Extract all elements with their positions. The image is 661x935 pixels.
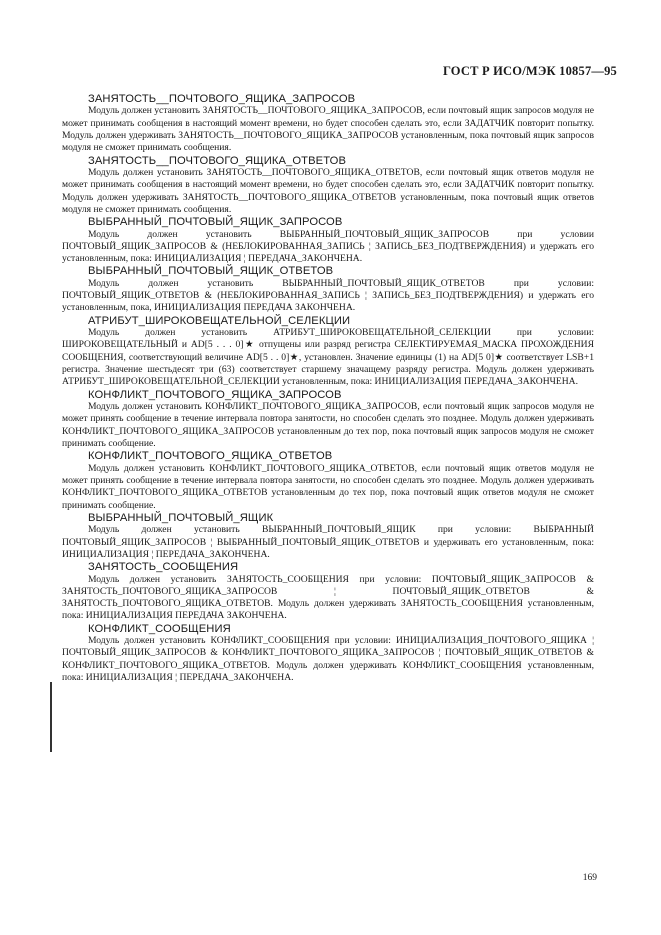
signal-term: ВЫБРАННЫЙ_ПОЧТОВЫЙ_ЯЩИК_ОТВЕТОВ [88,265,334,278]
definition-section [62,265,594,314]
signal-description: Модуль должен установить ВЫБРАННЫЙ_ПОЧТОВЫЙ_ЯЩИК при условии: ВЫБРАННЫЙ ПОЧТОВЫЙ_ЯЩИК_ЗАПРОСОВ ¦ ВЫБРАННЫЙ_ПОЧТОВЫЙ_ЯЩИК_ОТВЕТОВ и удерживать его установленным, пока: ИНИЦИАЛИЗАЦИЯ ¦ ПЕРЕДАЧА_ЗАКОНЧЕНА. [62,524,594,560]
signal-term: АТРИБУТ_ШИРОКОВЕЩАТЕЛЬНОЙ_СЕЛЕКЦИИ [88,314,351,327]
definition-section [62,93,594,155]
document-body [62,93,594,684]
signal-term: КОНФЛИКТ_ПОЧТОВОГО_ЯЩИКА_ОТВЕТОВ [88,450,333,463]
signal-term: КОНФЛИКТ_ПОЧТОВОГО_ЯЩИКА_ЗАПРОСОВ [88,388,342,401]
signal-description: Модуль должен установить КОНФЛИКТ_ПОЧТОВОГО_ЯЩИКА_ЗАПРОСОВ, если почтовый ящик запросов модуля не может принять сообщение в течение интервала повтора занятости, но способен сделать это позднее. Модуль должен удерживать КОНФЛИКТ_ПОЧТОВОГО_ЯЩИКА_ЗАПРОСОВ установленным до тех пор, пока почтовый ящик запросов модуля не сможет принимать сообщение. [62,401,594,449]
signal-term: ЗАНЯТОСТЬ_СООБЩЕНИЯ [88,561,239,574]
signal-description: Модуль должен установить КОНФЛИКТ_ПОЧТОВОГО_ЯЩИКА_ОТВЕТОВ, если почтовый ящик ответов модуля не может принять сообщение в течение интервала повтора занятости, но способен сделать это позднее. Модуль должен удерживать КОНФЛИКТ_ПОЧТОВОГО_ЯЩИКА_ОТВЕТОВ установленным до тех пор, пока почтовый ящик ответов модуля не сможет принимать сообщение. [62,462,594,511]
definition-section [62,623,594,685]
signal-description: Модуль должен установить ЗАНЯТОСТЬ_СООБЩЕНИЯ при условии: ПОЧТОВЫЙ_ЯЩИК_ЗАПРОСОВ & ЗАНЯТОСТЬ_ПОЧТОВОГО_ЯЩИКА_ЗАПРОСОВ ¦ ПОЧТОВЫЙ_ЯЩИК_ОТВЕТОВ & ЗАНЯТОСТЬ_ПОЧТОВОГО_ЯЩИКА_ОТВЕТОВ. Модуль должен удерживать ЗАНЯТОСТЬ_СООБЩЕНИЯ установленным, пока: ИНИЦИАЛИЗАЦИЯ ПЕРЕДАЧА ЗАКОНЧЕНА. [62,573,594,622]
revision-bar [50,682,52,752]
definition-section [62,561,594,623]
signal-term: ЗАНЯТОСТЬ__ПОЧТОВОГО_ЯЩИКА_ЗАПРОСОВ [88,93,356,105]
signal-term: ВЫБРАННЫЙ_ПОЧТОВЫЙ_ЯЩИК_ЗАПРОСОВ [88,216,343,229]
definition-section [62,389,594,451]
signal-description: Модуль должен установить ВЫБРАННЫЙ_ПОЧТОВЫЙ_ЯЩИК_ОТВЕТОВ при условии: ПОЧТОВЫЙ_ЯЩИК_ОТВЕТОВ & (НЕБЛОКИРОВАННАЯ_ЗАПИСЬ ¦ ЗАПИСЬ_БЕЗ_ПОДТВЕРЖДЕНИЯ) и удержать его установленным, пока, ИНИЦИАЛИЗАЦИЯ ПЕРЕДАЧА ЗАКОНЧЕНА. [62,277,594,314]
page-number: 169 [582,873,597,883]
definition-section [62,155,594,217]
signal-description: Модуль должен установить АТРИБУТ_ШИРОКОВЕЩАТЕЛЬНОЙ_СЕЛЕКЦИИ при условии: ШИРОКОВЕЩАТЕЛЬНЫЙ и AD[5 . . . 0]★ отпущены или разряд регистра СЕЛЕКТИРУЕМАЯ_МАСКА ПРОХОЖДЕНИЯ СООБЩЕНИЯ, соответствующий величине AD[5 . . 0]★, установлен. Значение единицы (1) на AD[5 0]★ соответствует LSB+1 регистра. Значение шестьдесят три (63) соответствует старшему значащему разряду регистра. Модуль должен удерживать АТРИБУТ_ШИРОКОВЕЩАТЕЛЬНОЙ_СЕЛЕКЦИИ установленным, пока: ИНИЦИАЛИЗАЦИЯ ПЕРЕДАЧА_ЗАКОНЧЕНА. [62,327,594,388]
signal-term: ЗАНЯТОСТЬ__ПОЧТОВОГО_ЯЩИКА_ОТВЕТОВ [88,154,347,167]
definition-section [62,315,594,389]
definition-section [62,512,594,561]
page-header: ГОСТ Р ИСО/МЭК 10857—95 [442,64,617,78]
definition-section [62,450,594,512]
signal-description: Модуль должен установить ВЫБРАННЫЙ_ПОЧТОВЫЙ_ЯЩИК_ЗАПРОСОВ при условии ПОЧТОВЫЙ_ЯЩИК_ЗАПРОСОВ & (НЕБЛОКИРОВАННАЯ_ЗАПИСЬ ¦ ЗАПИСЬ_БЕЗ_ПОДТВЕРЖДЕНИЯ) и удержать его установленным, пока: ИНИЦИАЛИЗАЦИЯ ¦ ПЕРЕДАЧА_ЗАКОНЧЕНА. [62,228,594,265]
signal-term: ВЫБРАННЫЙ_ПОЧТОВЫЙ_ЯЩИК [88,511,274,524]
signal-term: КОНФЛИКТ_СООБЩЕНИЯ [88,622,231,635]
signal-description: Модуль должен установить КОНФЛИКТ_СООБЩЕНИЯ при условии: ИНИЦИАЛИЗАЦИЯ_ПОЧТОВОГО_ЯЩИКА ¦ ПОЧТОВЫЙ_ЯЩИК_ЗАПРОСОВ & КОНФЛИКТ_ПОЧТОВОГО_ЯЩИКА_ЗАПРОСОВ ¦ ПОЧТОВЫЙ_ЯЩИК_ОТВЕТОВ & КОНФЛИКТ_ПОЧТОВОГО_ЯЩИКА_ОТВЕТОВ. Модуль должен удерживать КОНФЛИКТ_СООБЩЕНИЯ установленным, пока: ИНИЦИАЛИЗАЦИЯ ¦ ПЕРЕДАЧА_ЗАКОНЧЕНА. [62,635,594,684]
definition-section [62,216,594,265]
signal-description: Модуль должен установить ЗАНЯТОСТЬ__ПОЧТОВОГО_ЯЩИКА_ЗАПРОСОВ, если почтовый ящик запросов модуля не может принимать сообщения в настоящий момент времени, но будет способен сделать это, если ЗАДАТЧИК повторит попытку. Модуль должен удерживать ЗАНЯТОСТЬ__ПОЧТОВОГО_ЯЩИКА_ЗАПРОСОВ установленным, пока почтовый ящик запросов модуля не сможет принимать сообщения. [62,105,594,154]
signal-description: Модуль должен установить ЗАНЯТОСТЬ__ПОЧТОВОГО_ЯЩИКА_ОТВЕТОВ, если почтовый ящик ответов модуля не может принимать сообщения в настоящий момент времени, но будет способен сделать это, если ЗАДАТЧИК повторит попытку. Модуль должен удерживать ЗАНЯТОСТЬ__ПОЧТОВОГО_ЯЩИКА_ОТВЕТОВ установленным, пока почтовый ящик ответов модуля не сможет принимать сообщения. [62,167,594,215]
